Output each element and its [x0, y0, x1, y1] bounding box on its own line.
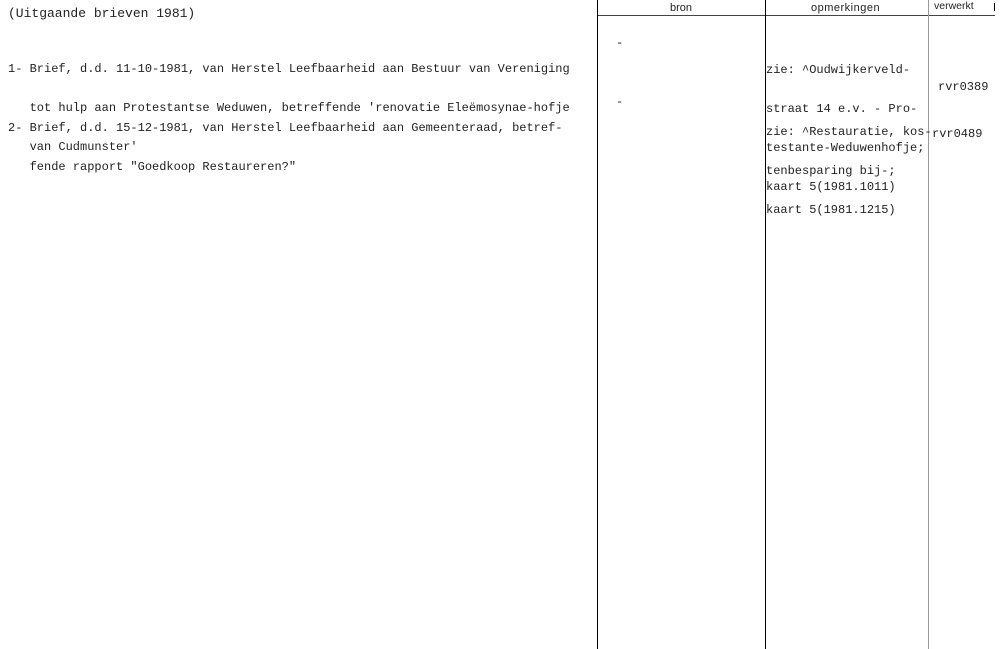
entry-2-verwerkt: rvr0489	[932, 127, 983, 141]
entry-2-line-2: fende rapport "Goedkoop Restaureren?"	[8, 160, 297, 174]
entry-2-opmerkingen	[766, 100, 932, 230]
entry-2-description	[8, 96, 563, 187]
section-heading: (Uitgaande brieven 1981)	[8, 6, 196, 21]
entry-2-bron: -	[616, 95, 624, 109]
column-header-bron: bron	[670, 2, 693, 14]
entry-2-remark-line-3: kaart 5(1981.1215)	[766, 203, 896, 217]
entry-1-remark-line-3: testante-Weduwenhofje;	[766, 141, 925, 155]
entry-1-line-2: tot hulp aan Protestantse Weduwen, betreffende 'renovatie Eleëmosynae-hofje	[8, 101, 570, 115]
entry-2-line-1: 2- Brief, d.d. 15-12-1981, van Herstel Leefbaarheid aan Gemeenteraad, betref-	[8, 121, 563, 135]
column-divider-bron	[597, 0, 598, 649]
entry-1-remark-line-1: zie: ^Oudwijkerveld-	[766, 63, 911, 77]
column-header-opmerkingen: opmerkingen	[811, 2, 881, 14]
entry-2-remark-line-2: tenbesparing bij-;	[766, 164, 896, 178]
entry-1-remark-line-2: straat 14 e.v. - Pro-	[766, 102, 918, 116]
right-tick-mark	[994, 3, 995, 11]
entry-1-line-1: 1- Brief, d.d. 11-10-1981, van Herstel Leefbaarheid aan Bestuur van Vereniging	[8, 62, 570, 76]
entry-1-line-3: van Cudmunster'	[8, 140, 138, 154]
header-rule	[597, 15, 995, 16]
entry-2-remark-line-1: zie: ^Restauratie, kos-	[766, 125, 932, 139]
column-header-verwerkt: verwerkt	[934, 0, 974, 12]
entry-1-remark-line-4: kaart 5(1981.1011)	[766, 180, 896, 194]
entry-1-verwerkt: rvr0389	[938, 80, 989, 94]
entry-1-bron: -	[616, 36, 624, 50]
column-divider-verwerkt	[928, 0, 929, 649]
